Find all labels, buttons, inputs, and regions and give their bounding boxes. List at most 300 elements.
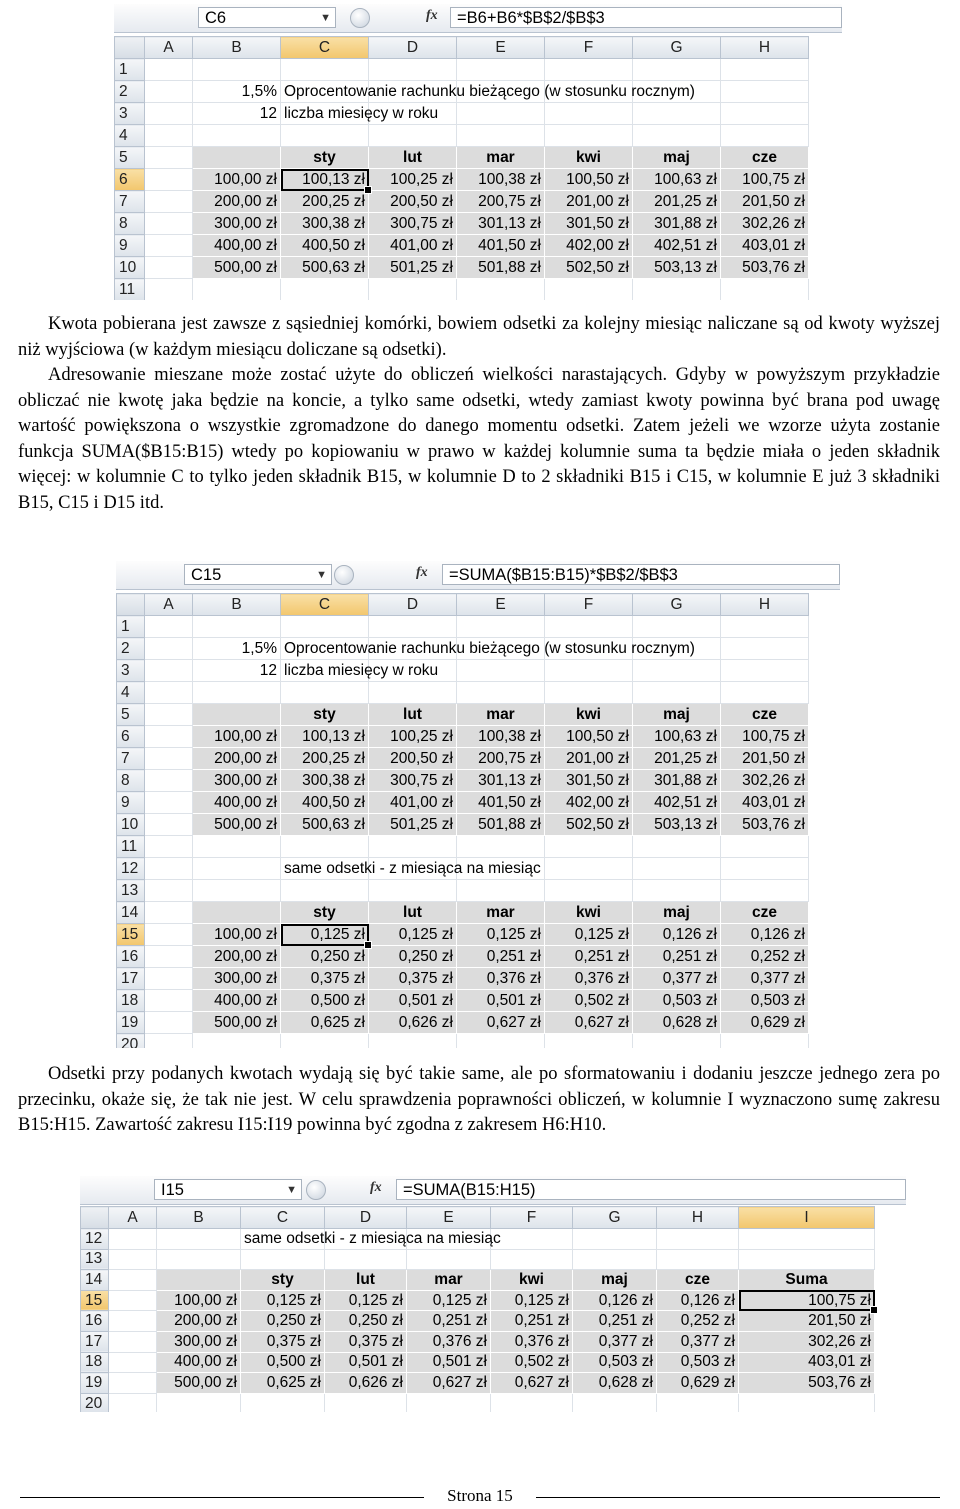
cell-a4[interactable]: [145, 682, 193, 704]
cell-i20[interactable]: [739, 1393, 875, 1412]
cell-e10[interactable]: 501,88 zł: [457, 814, 545, 836]
cell-d17[interactable]: 0,375 zł: [369, 968, 457, 990]
cell-c19[interactable]: 0,625 zł: [241, 1373, 325, 1394]
cell-g1[interactable]: [633, 59, 721, 81]
column-header-b[interactable]: B: [193, 37, 281, 59]
cell-b5[interactable]: [193, 704, 281, 726]
cell-a20[interactable]: [109, 1393, 157, 1412]
row-header[interactable]: 19: [117, 1012, 145, 1034]
cell-c20[interactable]: [281, 1034, 369, 1049]
cell-a19[interactable]: [109, 1373, 157, 1394]
cell-e1[interactable]: [457, 59, 545, 81]
cell-f19[interactable]: 0,627 zł: [491, 1373, 573, 1394]
column-header-c[interactable]: C: [241, 1207, 325, 1229]
cell-h1[interactable]: [721, 616, 809, 638]
column-header-i[interactable]: I: [739, 1207, 875, 1229]
cell-h1[interactable]: [721, 59, 809, 81]
cell-f15[interactable]: 0,125 zł: [545, 924, 633, 946]
cell-d11[interactable]: [369, 279, 457, 301]
cell-d6[interactable]: 100,25 zł: [369, 169, 457, 191]
row-header[interactable]: 7: [115, 191, 145, 213]
cell-a2[interactable]: [145, 81, 193, 103]
cell-h11[interactable]: [721, 279, 809, 301]
cell-h18[interactable]: 0,503 zł: [657, 1352, 739, 1373]
cell-c9[interactable]: 400,50 zł: [281, 235, 369, 257]
cell-b15[interactable]: 100,00 zł: [193, 924, 281, 946]
cell-c14[interactable]: sty: [281, 902, 369, 924]
cell-g15[interactable]: 0,126 zł: [633, 924, 721, 946]
cell-h14[interactable]: cze: [721, 902, 809, 924]
cell-g18[interactable]: 0,503 zł: [573, 1352, 657, 1373]
cell-d14[interactable]: lut: [325, 1270, 407, 1291]
cell-e3[interactable]: [457, 103, 545, 125]
cell-i14[interactable]: Suma: [739, 1270, 875, 1291]
cell-d7[interactable]: 200,50 zł: [369, 191, 457, 213]
cell-g19[interactable]: 0,628 zł: [573, 1373, 657, 1394]
cell-d10[interactable]: 501,25 zł: [369, 257, 457, 279]
row-header[interactable]: 9: [117, 792, 145, 814]
row-header[interactable]: 14: [81, 1270, 109, 1291]
row-header[interactable]: 12: [117, 858, 145, 880]
cell-f5[interactable]: kwi: [545, 704, 633, 726]
cell-e14[interactable]: mar: [407, 1270, 491, 1291]
cell-e8[interactable]: 301,13 zł: [457, 213, 545, 235]
cell-c18[interactable]: 0,500 zł: [281, 990, 369, 1012]
cell-a5[interactable]: [145, 147, 193, 169]
cell-a1[interactable]: [145, 59, 193, 81]
cell-e17[interactable]: 0,376 zł: [407, 1331, 491, 1352]
cell-a16[interactable]: [145, 946, 193, 968]
cell-c5[interactable]: sty: [281, 704, 369, 726]
row-header[interactable]: 15: [81, 1290, 109, 1311]
cell-h15[interactable]: 0,126 zł: [657, 1290, 739, 1311]
row-header[interactable]: 10: [117, 814, 145, 836]
cell-g13[interactable]: [633, 880, 721, 902]
cell-d4[interactable]: [369, 125, 457, 147]
row-header[interactable]: 5: [115, 147, 145, 169]
cell-e6[interactable]: 100,38 zł: [457, 169, 545, 191]
cell-e3[interactable]: [457, 660, 545, 682]
cell-c6[interactable]: 100,13 zł: [281, 726, 369, 748]
cell-f4[interactable]: [545, 682, 633, 704]
cell-d8[interactable]: 300,75 zł: [369, 770, 457, 792]
cell-f16[interactable]: 0,251 zł: [545, 946, 633, 968]
cell-c7[interactable]: 200,25 zł: [281, 748, 369, 770]
cell-g7[interactable]: 201,25 zł: [633, 191, 721, 213]
select-all-corner[interactable]: [117, 594, 145, 616]
cell-i13[interactable]: [739, 1249, 875, 1270]
cell-d16[interactable]: 0,250 zł: [369, 946, 457, 968]
cell-f14[interactable]: kwi: [491, 1270, 573, 1291]
cell-b9[interactable]: 400,00 zł: [193, 792, 281, 814]
cell-b8[interactable]: 300,00 zł: [193, 770, 281, 792]
cell-d9[interactable]: 401,00 zł: [369, 792, 457, 814]
cell-d16[interactable]: 0,250 zł: [325, 1311, 407, 1332]
cell-g3[interactable]: [633, 660, 721, 682]
cell-g11[interactable]: [633, 836, 721, 858]
cell-e7[interactable]: 200,75 zł: [457, 748, 545, 770]
cell-c8[interactable]: 300,38 zł: [281, 213, 369, 235]
cell-a8[interactable]: [145, 213, 193, 235]
cell-g16[interactable]: 0,251 zł: [573, 1311, 657, 1332]
cell-c11[interactable]: [281, 279, 369, 301]
cell-g6[interactable]: 100,63 zł: [633, 726, 721, 748]
cell-b19[interactable]: 500,00 zł: [193, 1012, 281, 1034]
cell-b10[interactable]: 500,00 zł: [193, 257, 281, 279]
row-header[interactable]: 19: [81, 1373, 109, 1394]
cell-g20[interactable]: [573, 1393, 657, 1412]
cell-e13[interactable]: [407, 1249, 491, 1270]
cell-a3[interactable]: [145, 660, 193, 682]
cell-a13[interactable]: [145, 880, 193, 902]
formula-input[interactable]: =SUMA($B15:B15)*$B$2/$B$3: [442, 564, 840, 585]
column-header-b[interactable]: B: [193, 594, 281, 616]
select-all-corner[interactable]: [81, 1207, 109, 1229]
cell-g7[interactable]: 201,25 zł: [633, 748, 721, 770]
cell-a2[interactable]: [145, 638, 193, 660]
cell-b1[interactable]: [193, 616, 281, 638]
cell-d20[interactable]: [325, 1393, 407, 1412]
cell-b18[interactable]: 400,00 zł: [193, 990, 281, 1012]
cell-b16[interactable]: 200,00 zł: [157, 1311, 241, 1332]
cell-h2[interactable]: [721, 81, 809, 103]
cell-c13[interactable]: [281, 880, 369, 902]
cell-b18[interactable]: 400,00 zł: [157, 1352, 241, 1373]
cell-h6[interactable]: 100,75 zł: [721, 169, 809, 191]
row-header[interactable]: 2: [117, 638, 145, 660]
cell-d18[interactable]: 0,501 zł: [369, 990, 457, 1012]
cell-d17[interactable]: 0,375 zł: [325, 1331, 407, 1352]
cell-f6[interactable]: 100,50 zł: [545, 169, 633, 191]
cell-f14[interactable]: kwi: [545, 902, 633, 924]
cell-h18[interactable]: 0,503 zł: [721, 990, 809, 1012]
cell-h2[interactable]: [721, 638, 809, 660]
cell-h16[interactable]: 0,252 zł: [721, 946, 809, 968]
row-header[interactable]: 8: [117, 770, 145, 792]
cell-f13[interactable]: [545, 880, 633, 902]
cell-c3[interactable]: liczba miesięcy w roku: [281, 103, 369, 125]
cell-d6[interactable]: 100,25 zł: [369, 726, 457, 748]
cell-d20[interactable]: [369, 1034, 457, 1049]
cell-b4[interactable]: [193, 682, 281, 704]
cell-f3[interactable]: [545, 103, 633, 125]
cell-b14[interactable]: [157, 1270, 241, 1291]
cell-a13[interactable]: [109, 1249, 157, 1270]
cell-g8[interactable]: 301,88 zł: [633, 213, 721, 235]
column-header-e[interactable]: E: [457, 37, 545, 59]
cell-c15[interactable]: 0,125 zł: [281, 924, 369, 946]
row-header[interactable]: 14: [117, 902, 145, 924]
cell-h5[interactable]: cze: [721, 147, 809, 169]
cell-h13[interactable]: [657, 1249, 739, 1270]
cell-e16[interactable]: 0,251 zł: [407, 1311, 491, 1332]
cell-b11[interactable]: [193, 279, 281, 301]
cell-d1[interactable]: [369, 59, 457, 81]
cell-e11[interactable]: [457, 836, 545, 858]
column-header-f[interactable]: F: [545, 37, 633, 59]
cell-a20[interactable]: [145, 1034, 193, 1049]
cell-g17[interactable]: 0,377 zł: [633, 968, 721, 990]
cell-h4[interactable]: [721, 125, 809, 147]
cell-e10[interactable]: 501,88 zł: [457, 257, 545, 279]
cell-a4[interactable]: [145, 125, 193, 147]
cell-b11[interactable]: [193, 836, 281, 858]
column-header-f[interactable]: F: [491, 1207, 573, 1229]
cell-b12[interactable]: [193, 858, 281, 880]
cell-d5[interactable]: lut: [369, 147, 457, 169]
row-header[interactable]: 16: [117, 946, 145, 968]
cell-h11[interactable]: [721, 836, 809, 858]
cell-c16[interactable]: 0,250 zł: [281, 946, 369, 968]
cell-h5[interactable]: cze: [721, 704, 809, 726]
cell-e8[interactable]: 301,13 zł: [457, 770, 545, 792]
cell-c15[interactable]: 0,125 zł: [241, 1290, 325, 1311]
column-header-g[interactable]: G: [633, 594, 721, 616]
chevron-down-icon[interactable]: ▼: [286, 1184, 297, 1196]
column-header-b[interactable]: B: [157, 1207, 241, 1229]
cell-d13[interactable]: [325, 1249, 407, 1270]
row-header[interactable]: 18: [117, 990, 145, 1012]
cell-h3[interactable]: [721, 103, 809, 125]
cell-d9[interactable]: 401,00 zł: [369, 235, 457, 257]
cell-c1[interactable]: [281, 616, 369, 638]
column-header-d[interactable]: D: [325, 1207, 407, 1229]
cell-g4[interactable]: [633, 682, 721, 704]
cell-b7[interactable]: 200,00 zł: [193, 748, 281, 770]
select-all-corner[interactable]: [115, 37, 145, 59]
cell-e18[interactable]: 0,501 zł: [457, 990, 545, 1012]
cell-d11[interactable]: [369, 836, 457, 858]
formula-input[interactable]: =SUMA(B15:H15): [396, 1179, 906, 1200]
cell-c2[interactable]: Oprocentowanie rachunku bieżącego (w stosunku rocznym): [281, 638, 369, 660]
cell-d14[interactable]: lut: [369, 902, 457, 924]
column-header-h[interactable]: H: [721, 37, 809, 59]
cell-e4[interactable]: [457, 125, 545, 147]
name-box[interactable]: [184, 564, 332, 585]
cell-b10[interactable]: 500,00 zł: [193, 814, 281, 836]
cell-h7[interactable]: 201,50 zł: [721, 191, 809, 213]
cell-a10[interactable]: [145, 814, 193, 836]
cell-c1[interactable]: [281, 59, 369, 81]
cell-b8[interactable]: 300,00 zł: [193, 213, 281, 235]
cell-g5[interactable]: maj: [633, 704, 721, 726]
cell-c17[interactable]: 0,375 zł: [241, 1331, 325, 1352]
cell-h4[interactable]: [721, 682, 809, 704]
row-header[interactable]: 1: [115, 59, 145, 81]
row-header[interactable]: 20: [81, 1393, 109, 1412]
cell-f12[interactable]: [491, 1229, 573, 1250]
cell-a12[interactable]: [109, 1229, 157, 1250]
cell-f10[interactable]: 502,50 zł: [545, 814, 633, 836]
cell-g17[interactable]: 0,377 zł: [573, 1331, 657, 1352]
cell-c13[interactable]: [241, 1249, 325, 1270]
cell-d18[interactable]: 0,501 zł: [325, 1352, 407, 1373]
cell-b13[interactable]: [193, 880, 281, 902]
cell-c8[interactable]: 300,38 zł: [281, 770, 369, 792]
fx-icon[interactable]: fx: [416, 565, 428, 580]
cell-h10[interactable]: 503,76 zł: [721, 257, 809, 279]
cell-d7[interactable]: 200,50 zł: [369, 748, 457, 770]
row-header[interactable]: 13: [81, 1249, 109, 1270]
cell-a6[interactable]: [145, 169, 193, 191]
row-header[interactable]: 17: [117, 968, 145, 990]
cell-c16[interactable]: 0,250 zł: [241, 1311, 325, 1332]
cell-b6[interactable]: 100,00 zł: [193, 726, 281, 748]
cell-b1[interactable]: [193, 59, 281, 81]
cell-e19[interactable]: 0,627 zł: [457, 1012, 545, 1034]
cell-f8[interactable]: 301,50 zł: [545, 770, 633, 792]
cell-f15[interactable]: 0,125 zł: [491, 1290, 573, 1311]
cell-i12[interactable]: [739, 1229, 875, 1250]
cell-g19[interactable]: 0,628 zł: [633, 1012, 721, 1034]
cell-a7[interactable]: [145, 748, 193, 770]
cell-e15[interactable]: 0,125 zł: [407, 1290, 491, 1311]
cell-a15[interactable]: [145, 924, 193, 946]
row-header[interactable]: 20: [117, 1034, 145, 1049]
cell-f18[interactable]: 0,502 zł: [491, 1352, 573, 1373]
column-header-c[interactable]: C: [281, 37, 369, 59]
cell-h7[interactable]: 201,50 zł: [721, 748, 809, 770]
cell-g6[interactable]: 100,63 zł: [633, 169, 721, 191]
cell-h15[interactable]: 0,126 zł: [721, 924, 809, 946]
cell-c19[interactable]: 0,625 zł: [281, 1012, 369, 1034]
column-header-a[interactable]: A: [145, 37, 193, 59]
column-header-c[interactable]: C: [281, 594, 369, 616]
cell-d19[interactable]: 0,626 zł: [325, 1373, 407, 1394]
row-header[interactable]: 16: [81, 1311, 109, 1332]
cell-c9[interactable]: 400,50 zł: [281, 792, 369, 814]
cell-b6[interactable]: 100,00 zł: [193, 169, 281, 191]
cell-h12[interactable]: [721, 858, 809, 880]
cell-c4[interactable]: [281, 125, 369, 147]
cell-e5[interactable]: mar: [457, 704, 545, 726]
cell-g5[interactable]: maj: [633, 147, 721, 169]
cell-b7[interactable]: 200,00 zł: [193, 191, 281, 213]
cell-c12[interactable]: same odsetki - z miesiąca na miesiąc: [281, 858, 369, 880]
cell-c14[interactable]: sty: [241, 1270, 325, 1291]
cell-a7[interactable]: [145, 191, 193, 213]
cell-f6[interactable]: 100,50 zł: [545, 726, 633, 748]
cell-a11[interactable]: [145, 836, 193, 858]
cell-g14[interactable]: maj: [573, 1270, 657, 1291]
cell-h13[interactable]: [721, 880, 809, 902]
column-header-d[interactable]: D: [369, 37, 457, 59]
cell-f9[interactable]: 402,00 zł: [545, 235, 633, 257]
cell-g20[interactable]: [633, 1034, 721, 1049]
row-header[interactable]: 9: [115, 235, 145, 257]
cell-h20[interactable]: [721, 1034, 809, 1049]
cell-d5[interactable]: lut: [369, 704, 457, 726]
cell-g16[interactable]: 0,251 zł: [633, 946, 721, 968]
column-header-d[interactable]: D: [369, 594, 457, 616]
cell-a18[interactable]: [145, 990, 193, 1012]
cell-f17[interactable]: 0,376 zł: [545, 968, 633, 990]
cell-e13[interactable]: [457, 880, 545, 902]
cell-e9[interactable]: 401,50 zł: [457, 792, 545, 814]
cell-b3[interactable]: 12: [193, 660, 281, 682]
row-header[interactable]: 17: [81, 1331, 109, 1352]
row-header[interactable]: 4: [115, 125, 145, 147]
cell-a17[interactable]: [109, 1331, 157, 1352]
cell-g3[interactable]: [633, 103, 721, 125]
cell-d13[interactable]: [369, 880, 457, 902]
cell-g4[interactable]: [633, 125, 721, 147]
cell-g10[interactable]: 503,13 zł: [633, 257, 721, 279]
cell-b17[interactable]: 300,00 zł: [157, 1331, 241, 1352]
cell-b17[interactable]: 300,00 zł: [193, 968, 281, 990]
cell-d10[interactable]: 501,25 zł: [369, 814, 457, 836]
column-header-g[interactable]: G: [573, 1207, 657, 1229]
cell-c6[interactable]: 100,13 zł: [281, 169, 369, 191]
cell-h19[interactable]: 0,629 zł: [721, 1012, 809, 1034]
cell-f13[interactable]: [491, 1249, 573, 1270]
row-header[interactable]: 6: [117, 726, 145, 748]
chevron-down-icon[interactable]: ▼: [316, 569, 327, 581]
cell-i18[interactable]: 403,01 zł: [739, 1352, 875, 1373]
row-header[interactable]: 4: [117, 682, 145, 704]
cell-e20[interactable]: [407, 1393, 491, 1412]
cell-b4[interactable]: [193, 125, 281, 147]
cell-b19[interactable]: 500,00 zł: [157, 1373, 241, 1394]
cell-a1[interactable]: [145, 616, 193, 638]
cell-d15[interactable]: 0,125 zł: [325, 1290, 407, 1311]
cell-d15[interactable]: 0,125 zł: [369, 924, 457, 946]
cell-a15[interactable]: [109, 1290, 157, 1311]
column-header-h[interactable]: H: [721, 594, 809, 616]
cell-c12[interactable]: same odsetki - z miesiąca na miesiąc: [241, 1229, 325, 1250]
cell-f7[interactable]: 201,00 zł: [545, 191, 633, 213]
cell-g9[interactable]: 402,51 zł: [633, 235, 721, 257]
chevron-down-icon[interactable]: ▼: [320, 12, 331, 24]
cell-g11[interactable]: [633, 279, 721, 301]
cell-f1[interactable]: [545, 59, 633, 81]
cell-b2[interactable]: 1,5%: [193, 638, 281, 660]
cell-f1[interactable]: [545, 616, 633, 638]
cell-f17[interactable]: 0,376 zł: [491, 1331, 573, 1352]
cell-f5[interactable]: kwi: [545, 147, 633, 169]
row-header[interactable]: 7: [117, 748, 145, 770]
cell-e18[interactable]: 0,501 zł: [407, 1352, 491, 1373]
cell-h14[interactable]: cze: [657, 1270, 739, 1291]
row-header[interactable]: 8: [115, 213, 145, 235]
column-header-a[interactable]: A: [109, 1207, 157, 1229]
cell-h17[interactable]: 0,377 zł: [657, 1331, 739, 1352]
cell-e14[interactable]: mar: [457, 902, 545, 924]
cell-f9[interactable]: 402,00 zł: [545, 792, 633, 814]
cell-b13[interactable]: [157, 1249, 241, 1270]
row-header[interactable]: 13: [117, 880, 145, 902]
cell-b20[interactable]: [193, 1034, 281, 1049]
cell-d4[interactable]: [369, 682, 457, 704]
column-header-g[interactable]: G: [633, 37, 721, 59]
cell-b15[interactable]: 100,00 zł: [157, 1290, 241, 1311]
formula-input[interactable]: =B6+B6*$B$2/$B$3: [450, 7, 842, 28]
cell-e5[interactable]: mar: [457, 147, 545, 169]
cell-c10[interactable]: 500,63 zł: [281, 814, 369, 836]
cell-a6[interactable]: [145, 726, 193, 748]
cell-g18[interactable]: 0,503 zł: [633, 990, 721, 1012]
cell-f3[interactable]: [545, 660, 633, 682]
fx-icon[interactable]: fx: [426, 8, 438, 23]
cell-i16[interactable]: 201,50 zł: [739, 1311, 875, 1332]
cell-f11[interactable]: [545, 836, 633, 858]
cell-i17[interactable]: 302,26 zł: [739, 1331, 875, 1352]
cell-c20[interactable]: [241, 1393, 325, 1412]
cell-c7[interactable]: 200,25 zł: [281, 191, 369, 213]
cell-e9[interactable]: 401,50 zł: [457, 235, 545, 257]
row-header[interactable]: 1: [117, 616, 145, 638]
row-header[interactable]: 3: [117, 660, 145, 682]
